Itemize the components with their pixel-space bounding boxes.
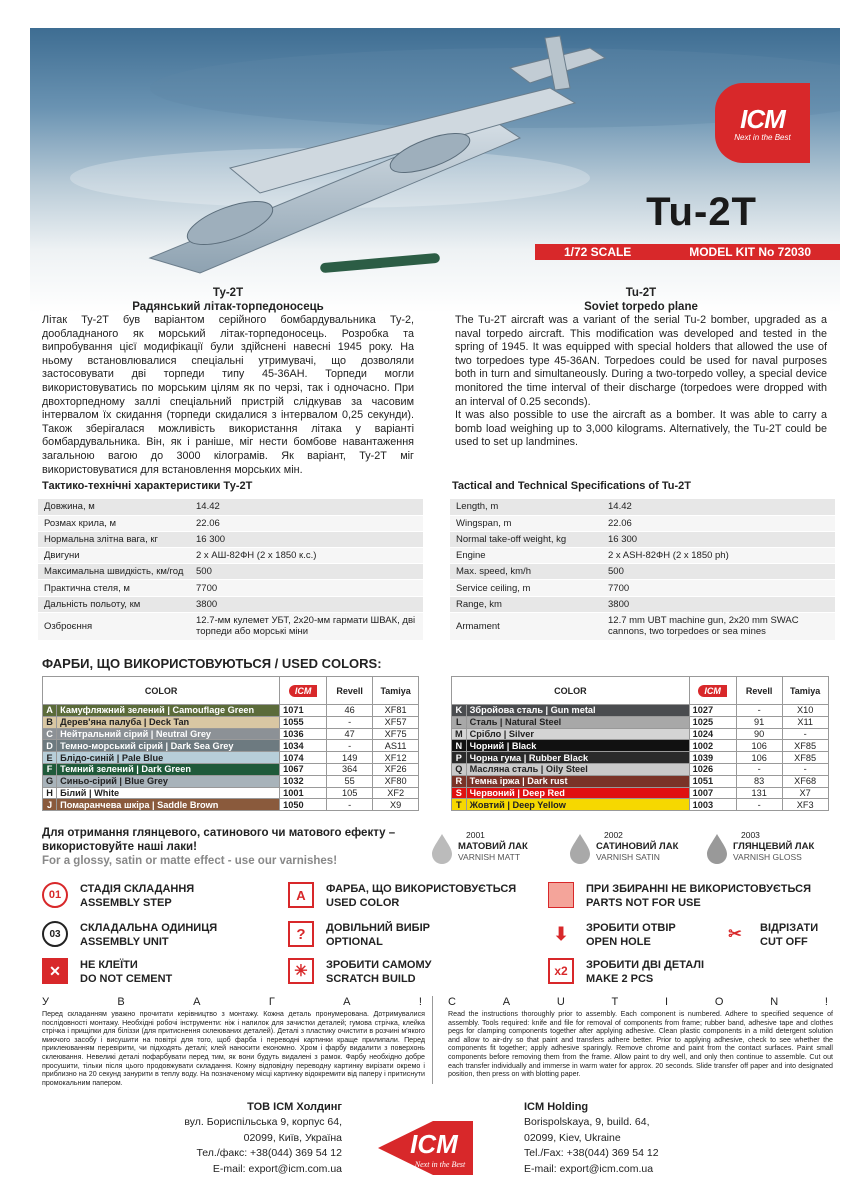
color-code: Q xyxy=(452,763,467,775)
legend-text-en: USED COLOR xyxy=(326,897,400,909)
legend-text-en: DO NOT CEMENT xyxy=(80,973,173,985)
spec-value: 22.06 xyxy=(190,515,423,531)
color-row xyxy=(43,728,419,740)
intro-en xyxy=(455,286,827,450)
color-code: S xyxy=(452,787,467,799)
col-icm-header: ICM xyxy=(689,677,736,705)
icm-code: 1027 xyxy=(689,705,736,717)
intro-en-body1: The Tu-2T aircraft was a variant of the serial Tu-2 bomber, upgraded as a naval torpedo aircraft. This modification was developed and tested in the spring of 1945. It was equipped with special holders that allowed the use of two torpedoes type 45-36AN. Torpedoes could be used for naval purposes both in turn and simultaneously. During a two-torpedo volley, a special device monitored the time interval of their discharge (torpedoes were dropped with an interval of 0.25 seconds). xyxy=(455,314,827,408)
spec-row xyxy=(450,564,835,580)
icm-code: 1036 xyxy=(280,728,327,740)
color-name: Синьо-сірий | Blue Grey xyxy=(57,775,280,787)
caution-letter: Г xyxy=(268,996,275,1008)
spec-value: 7700 xyxy=(602,580,835,596)
tamiya-code: X11 xyxy=(782,716,828,728)
varnish-name-en: VARNISH MATT xyxy=(458,852,521,862)
legend-open-hole xyxy=(548,921,718,951)
spec-value: 22.06 xyxy=(602,515,835,531)
spec-row xyxy=(450,596,835,612)
paint-drop-icon xyxy=(568,834,592,864)
color-name: Нейтральний сірий | Neutral Grey xyxy=(57,728,280,740)
spec-label: Нормальна злітна вага, кг xyxy=(38,531,190,547)
varnish-code: 2001 xyxy=(466,830,485,840)
revell-code: 91 xyxy=(736,716,782,728)
spec-row xyxy=(38,564,423,580)
legend-assembly-unit xyxy=(42,921,302,951)
spec-label: Wingspan, m xyxy=(450,515,602,531)
spec-row xyxy=(450,515,835,531)
spec-row xyxy=(38,596,423,612)
color-code: K xyxy=(452,705,467,717)
legend-text-ua: ПРИ ЗБИРАННІ НЕ ВИКОРИСТОВУЄТЬСЯ xyxy=(586,883,811,895)
icm-code: 1001 xyxy=(280,787,327,799)
legend-make-2 xyxy=(548,958,808,988)
icm-code: 1074 xyxy=(280,752,327,764)
color-code: H xyxy=(43,787,57,799)
legend-used-color xyxy=(288,882,548,912)
spec-row xyxy=(38,515,423,531)
color-row xyxy=(43,799,419,811)
caution-heading-ua xyxy=(42,996,422,1008)
hero-illustration xyxy=(30,28,840,313)
legend-text-ua: СТАДІЯ СКЛАДАННЯ xyxy=(80,883,195,895)
spec-row xyxy=(38,612,423,640)
color-code: L xyxy=(452,716,467,728)
varnish-name-en: VARNISH SATIN xyxy=(596,852,660,862)
spec-row xyxy=(38,548,423,564)
col-color-header: COLOR xyxy=(452,677,690,705)
color-name: Жовтий | Deep Yellow xyxy=(466,799,689,811)
spec-row xyxy=(450,531,835,547)
revell-code: 106 xyxy=(736,752,782,764)
spec-value: 14.42 xyxy=(190,499,423,515)
icm-code: 1002 xyxy=(689,740,736,752)
legend-text-ua: ДОВІЛЬНИЙ ВИБІР xyxy=(326,922,430,934)
legend-text-ua: ВІДРІЗАТИ xyxy=(760,922,819,934)
intro-ua-name: Ту-2Т xyxy=(212,287,244,299)
caution-letter: В xyxy=(117,996,125,1008)
icm-code: 1034 xyxy=(280,740,327,752)
colors-title: ФАРБИ, ЩО ВИКОРИСТОВУЮТЬСЯ / USED COLORS: xyxy=(42,656,382,671)
color-row xyxy=(43,740,419,752)
caution-letter: T xyxy=(611,996,619,1008)
icm-code: 1032 xyxy=(280,775,327,787)
color-name: Дерев'яна палуба | Deck Tan xyxy=(57,716,280,728)
legend-text-en: PARTS NOT FOR USE xyxy=(586,897,701,909)
tamiya-code: XF85 xyxy=(782,752,828,764)
color-name: Чорна гума | Rubber Black xyxy=(466,752,689,764)
icm-logo xyxy=(715,83,810,163)
revell-code: - xyxy=(327,799,373,811)
icm-code: 1026 xyxy=(689,763,736,775)
color-row xyxy=(43,716,419,728)
svg-text:ICM: ICM xyxy=(410,1129,458,1159)
color-name: Блідо-синій | Pale Blue xyxy=(57,752,280,764)
caution-text-ua: Перед складанням уважно прочитати керівництво з монтажу. Кожна деталь пронумерована. Дотримувалися послідовності монтажу. Необхідні робочі інструменти: ніж і напилок для зачистки деталей; гумова стрічка, клейка стрічка і прищіпки для біліззи (для притиснення склеюваних деталей). Деталі з пластику очистити в розчині м'якого миючого засобу і висушити на повітрі для того, щоб фарба і переводні картинки краще прилипали. Перед приклеюванням перевірити, чи підходять деталі; клей наносити економно. Хром і фарбу видалити з поверхонь склеювання. Невеликі деталі пофарбувати перед тим, як вони будуть видалені з рамок. Фарбу необхідно добре просушити, тільки після цього продовжувати складання. Кожну відповідну переводну картинку вирізати окремо і приблизно на 20 секунд занурити в теплу воду. На позначеному місці картинку відокремити від паперу і притиснути промокальним папером. xyxy=(42,1010,425,1087)
email: E-mail: export@icm.com.ua xyxy=(212,1162,342,1175)
spec-label: Практична стеля, м xyxy=(38,580,190,596)
used-color-icon: A xyxy=(288,882,314,908)
revell-code: - xyxy=(736,799,782,811)
revell-code: - xyxy=(327,716,373,728)
varnish-code: 2002 xyxy=(604,830,623,840)
color-code: E xyxy=(43,752,57,764)
scratch-build-icon: ✳ xyxy=(288,958,314,984)
varnish-satin xyxy=(568,830,708,870)
spec-label: Range, km xyxy=(450,596,602,612)
legend-text-en: ASSEMBLY UNIT xyxy=(80,936,169,948)
color-code: D xyxy=(43,740,57,752)
spec-value: 12.7 mm UBT machine gun, 2x20 mm SWAC cannons, two torpedoes or sea mines xyxy=(602,612,835,640)
divider xyxy=(432,996,433,1084)
icm-code: 1051 xyxy=(689,775,736,787)
color-row xyxy=(43,752,419,764)
legend-assembly-step xyxy=(42,882,302,912)
tamiya-code: XF68 xyxy=(782,775,828,787)
tamiya-code: AS11 xyxy=(373,740,419,752)
spec-value: 500 xyxy=(190,564,423,580)
varnish-matt xyxy=(430,830,570,870)
legend-do-not-cement xyxy=(42,958,302,988)
spec-label: Максимальна швидкість, км/год xyxy=(38,564,190,580)
color-row xyxy=(452,728,829,740)
spec-label: Озброєння xyxy=(38,612,190,640)
color-row xyxy=(43,705,419,717)
revell-code: 149 xyxy=(327,752,373,764)
color-name: Чорний | Black xyxy=(466,740,689,752)
spec-row xyxy=(38,531,423,547)
intro-en-name: Tu-2T xyxy=(625,287,657,299)
spec-label: Engine xyxy=(450,548,602,564)
color-row xyxy=(452,799,829,811)
color-code: P xyxy=(452,752,467,764)
revell-code: 105 xyxy=(327,787,373,799)
legend-text-en: ASSEMBLY STEP xyxy=(80,897,172,909)
legend-parts-not-for-use xyxy=(548,882,838,912)
revell-code: 131 xyxy=(736,787,782,799)
spec-value: 14.42 xyxy=(602,499,835,515)
revell-code: 90 xyxy=(736,728,782,740)
spec-value: 16 300 xyxy=(190,531,423,547)
make-two-icon: x2 xyxy=(548,958,574,984)
legend-text-en: OPTIONAL xyxy=(326,936,383,948)
color-row xyxy=(43,763,419,775)
col-icm-header: ICM xyxy=(280,677,327,705)
revell-code: 106 xyxy=(736,740,782,752)
intro-en-subtitle: Soviet torpedo plane xyxy=(584,301,698,313)
color-row xyxy=(452,740,829,752)
spec-label: Розмах крила, м xyxy=(38,515,190,531)
legend-text-ua: СКЛАДАЛЬНА ОДИНИЦЯ xyxy=(80,922,218,934)
caution-letter: O xyxy=(714,996,724,1008)
tamiya-code: XF2 xyxy=(373,787,419,799)
color-name: Темна іржа | Dark rust xyxy=(466,775,689,787)
legend-optional xyxy=(288,921,548,951)
tamiya-code: X9 xyxy=(373,799,419,811)
varnish-name-en: VARNISH GLOSS xyxy=(733,852,802,862)
color-name: Сталь | Natural Steel xyxy=(466,716,689,728)
spec-label: Max. speed, km/h xyxy=(450,564,602,580)
icm-code: 1007 xyxy=(689,787,736,799)
specs-en-table xyxy=(450,499,835,641)
spec-row xyxy=(450,499,835,515)
color-row xyxy=(43,775,419,787)
caution-letter: А xyxy=(193,996,201,1008)
logo-text: ICM xyxy=(740,104,785,134)
color-code: T xyxy=(452,799,467,811)
legend-text-en: CUT OFF xyxy=(760,936,808,948)
company-name: ТОВ ICM Холдинг xyxy=(247,1101,342,1113)
model-title: Tu-2T xyxy=(646,190,757,234)
color-name: Масляна сталь | Oily Steel xyxy=(466,763,689,775)
revell-code: - xyxy=(327,740,373,752)
color-name: Збройова сталь | Gun metal xyxy=(466,705,689,717)
phone: Тел./факс: +38(044) 369 54 12 xyxy=(196,1147,342,1160)
legend-text-ua: ЗРОБИТИ ОТВІР xyxy=(586,922,676,934)
color-row xyxy=(452,775,829,787)
legend-scratch-build xyxy=(288,958,548,988)
tamiya-code: XF12 xyxy=(373,752,419,764)
spec-value: 3800 xyxy=(602,596,835,612)
revell-code: - xyxy=(736,763,782,775)
color-row xyxy=(43,787,419,799)
color-code: R xyxy=(452,775,467,787)
color-code: J xyxy=(43,799,57,811)
col-tamiya-header: Tamiya xyxy=(782,677,828,705)
varnish-note xyxy=(42,826,422,868)
color-name: Темний зелений | Dark Green xyxy=(57,763,280,775)
tamiya-code: - xyxy=(782,728,828,740)
spec-label: Normal take-off weight, kg xyxy=(450,531,602,547)
intro-en-body2: It was also possible to use the aircraft as a bomber. It was able to carry a bomb load weighing up to 3,000 kilograms. Alternatively, the Tu-2T could be used to set up landmines. xyxy=(455,409,827,449)
color-row xyxy=(452,787,829,799)
spec-label: Armament xyxy=(450,612,602,640)
spec-row xyxy=(450,612,835,640)
spec-value: 500 xyxy=(602,564,835,580)
caution-letter: ! xyxy=(418,996,422,1008)
assembly-step-icon: 01 xyxy=(42,882,68,908)
spec-row xyxy=(450,548,835,564)
varnish-name-ua: МАТОВИЙ ЛАК xyxy=(458,841,528,852)
no-cement-icon: ✕ xyxy=(42,958,68,984)
col-tamiya-header: Tamiya xyxy=(373,677,419,705)
address-line: 02099, Київ, Україна xyxy=(243,1131,342,1144)
icm-logo-graphic xyxy=(378,1113,478,1183)
icm-code: 1067 xyxy=(280,763,327,775)
caution-letter: C xyxy=(448,996,456,1008)
address-ua xyxy=(160,1100,342,1177)
caution-letter: A xyxy=(502,996,511,1008)
varnish-note-ua: Для отримання глянцевого, сатинового чи матового ефекту – використовуйте наші лаки! xyxy=(42,827,396,853)
icm-code: 1024 xyxy=(689,728,736,740)
address-line: 02099, Kiev, Ukraine xyxy=(524,1131,621,1144)
color-code: A xyxy=(43,705,57,717)
knife-icon: ✂ xyxy=(728,926,742,943)
address-line: Borispolskaya, 9, build. 64, xyxy=(524,1116,650,1129)
intro-ua-subtitle: Радянський літак-торпедоносець xyxy=(132,301,324,313)
icm-code: 1025 xyxy=(689,716,736,728)
color-code: B xyxy=(43,716,57,728)
legend-text-ua: ФАРБА, ЩО ВИКОРИСТОВУЄТЬСЯ xyxy=(326,883,517,895)
phone: Tel./Fax: +38(044) 369 54 12 xyxy=(524,1147,659,1160)
icm-code: 1003 xyxy=(689,799,736,811)
address-line: вул. Бориспільська 9, корпус 64, xyxy=(184,1116,342,1129)
color-code: M xyxy=(452,728,467,740)
icm-code: 1055 xyxy=(280,716,327,728)
icm-code: 1050 xyxy=(280,799,327,811)
spec-row xyxy=(38,580,423,596)
revell-code: 46 xyxy=(327,705,373,717)
paint-drop-icon xyxy=(705,834,729,864)
legend-text-en: OPEN HOLE xyxy=(586,936,651,948)
caution-letter: У xyxy=(42,996,49,1008)
tamiya-code: XF75 xyxy=(373,728,419,740)
company-name: ICM Holding xyxy=(524,1101,589,1113)
revell-code: 364 xyxy=(327,763,373,775)
icm-code: 1071 xyxy=(280,705,327,717)
col-revell-header: Revell xyxy=(736,677,782,705)
color-name: Білий | White xyxy=(57,787,280,799)
intro-ua xyxy=(42,286,414,477)
caution-letter: А xyxy=(343,996,351,1008)
specs-ua-table xyxy=(38,499,423,641)
logo-tagline: Next in the Best xyxy=(734,133,791,142)
varnish-note-en: For a glossy, satin or matte effect - use our varnishes! xyxy=(42,855,338,867)
svg-text:Next in the Best: Next in the Best xyxy=(414,1160,466,1169)
caution-letter: U xyxy=(556,996,565,1008)
optional-icon: ? xyxy=(288,921,314,947)
legend-text-ua: НЕ КЛЕЇТИ xyxy=(80,959,138,971)
spec-value: 12.7-мм кулемет УБТ, 2х20-мм гармати ШВАК, дві торпеди або морські міни xyxy=(190,612,423,640)
varnish-code: 2003 xyxy=(741,830,760,840)
tamiya-code: XF3 xyxy=(782,799,828,811)
colors-table-right xyxy=(451,676,829,811)
caution-letter: I xyxy=(665,996,669,1008)
col-revell-header: Revell xyxy=(327,677,373,705)
color-row xyxy=(452,763,829,775)
caution-letter: N xyxy=(770,996,779,1008)
revell-code: 83 xyxy=(736,775,782,787)
varnish-name-ua: САТИНОВИЙ ЛАК xyxy=(596,841,679,852)
caution-heading-en xyxy=(448,996,828,1008)
color-code: C xyxy=(43,728,57,740)
spec-label: Довжина, м xyxy=(38,499,190,515)
revell-code: - xyxy=(736,705,782,717)
legend-text-ua: ЗРОБИТИ САМОМУ xyxy=(326,959,432,971)
colors-table-left xyxy=(42,676,419,811)
legend-cut-off xyxy=(722,921,842,951)
legend-text-en: MAKE 2 PCS xyxy=(586,973,654,985)
caution-letter: ! xyxy=(824,996,828,1008)
drill-icon: ⬇ xyxy=(553,923,569,944)
tamiya-code: XF81 xyxy=(373,705,419,717)
color-name: Червоний | Deep Red xyxy=(466,787,689,799)
intro-ua-body: Літак Ту-2Т був варіантом серійного бомбардувальника Ту-2, дообладнаного як морський літак-торпедоносець. Розробка та випробування цієї модифікації були здійснені навесні 1945 року. На ньому встановлювалися спеціальні утримувачі, що дозволяли застосовувати дві торпеди типу 45-36АН. Торпеди могли використовуватись по морським цілям як по черзі, так і одночасно. При двохторпедному заллі спеціальний пристрій слідкував за часовим інтервалом їх скидання (торпеди скидалися з інтервалом 0,25 секунди). Також зберігалася можливість використання літака у варіанті бомбардувальника. Він, як і раніше, міг нести бомбове навантаження загальною вагою до 3000 кілограмів. Як варіант, Ту-2Т міг використовуватися для встановлення морських мін. xyxy=(42,314,414,476)
color-code: F xyxy=(43,763,57,775)
scale-label: 1/72 SCALE xyxy=(563,245,632,259)
tamiya-code: - xyxy=(782,763,828,775)
color-name: Камуфляжний зелений | Camouflage Green xyxy=(57,705,280,717)
revell-code: 55 xyxy=(327,775,373,787)
legend-text-en: SCRATCH BUILD xyxy=(326,973,416,985)
legend-text-ua: ЗРОБИТИ ДВІ ДЕТАЛІ xyxy=(586,959,705,971)
color-row xyxy=(452,752,829,764)
icm-logo-bottom xyxy=(378,1113,478,1183)
icm-code: 1039 xyxy=(689,752,736,764)
spec-value: 3800 xyxy=(190,596,423,612)
spec-value: 2 x ASH-82ФН (2 x 1850 ph) xyxy=(602,548,835,564)
tamiya-code: XF26 xyxy=(373,763,419,775)
spec-row xyxy=(38,499,423,515)
aircraft-illustration xyxy=(30,28,840,313)
revell-code: 47 xyxy=(327,728,373,740)
spec-row xyxy=(450,580,835,596)
color-code: G xyxy=(43,775,57,787)
varnish-gloss xyxy=(705,830,840,870)
color-name: Срібло | Silver xyxy=(466,728,689,740)
varnish-name-ua: ГЛЯНЦЕВИЙ ЛАК xyxy=(733,841,815,852)
color-name: Темно-морський сірий | Dark Sea Grey xyxy=(57,740,280,752)
spec-label: Дальність польоту, км xyxy=(38,596,190,612)
scale-bar xyxy=(535,244,840,260)
tamiya-code: XF85 xyxy=(782,740,828,752)
address-en xyxy=(524,1100,724,1177)
spec-value: 16 300 xyxy=(602,531,835,547)
spec-value: 7700 xyxy=(190,580,423,596)
color-code: N xyxy=(452,740,467,752)
tamiya-code: X10 xyxy=(782,705,828,717)
assembly-unit-icon: 03 xyxy=(42,921,68,947)
email: E-mail: export@icm.com.ua xyxy=(524,1162,654,1175)
col-color-header: COLOR xyxy=(43,677,280,705)
spec-label: Length, m xyxy=(450,499,602,515)
kit-number: MODEL KIT No 72030 xyxy=(689,245,812,259)
color-row xyxy=(452,705,829,717)
spec-label: Двигуни xyxy=(38,548,190,564)
paint-drop-icon xyxy=(430,834,454,864)
not-used-icon xyxy=(548,882,574,908)
spec-value: 2 х АШ-82ФН (2 х 1850 к.с.) xyxy=(190,548,423,564)
color-row xyxy=(452,716,829,728)
spec-label: Service ceiling, m xyxy=(450,580,602,596)
tamiya-code: X7 xyxy=(782,787,828,799)
specs-ua-title: Тактико-технічні характеристики Ту-2Т xyxy=(42,480,253,492)
caution-text-en: Read the instructions thoroughly prior to assembly. Each component is numbered. Adhere to specified sequence of assembly. Tools required: knife and file for removal of components from frame; rubber band, adhesive tape and clothes pegs for clamping components together after applying adhesive. Clean plastic components in a mild detergent solution and allow to air-dry so that paint and transfers adhere better. Prior to applying adhesive, check to see whether the components fit together; apply adhesive sparingly. Remove chrome and paint from the contact surfaces. Paint small components before removing them from the frame. Allow paint to dry well, and only then continue to assemble. Cut out each transfer individually and immerse in warm water for approx. 20 seconds. Slide transfer off paper and into designated position, then press on with blotting paper. xyxy=(448,1010,833,1079)
color-name: Помаранчева шкіра | Saddle Brown xyxy=(57,799,280,811)
specs-en-title: Tactical and Technical Specifications of Tu-2T xyxy=(452,480,691,492)
tamiya-code: XF57 xyxy=(373,716,419,728)
tamiya-code: XF80 xyxy=(373,775,419,787)
